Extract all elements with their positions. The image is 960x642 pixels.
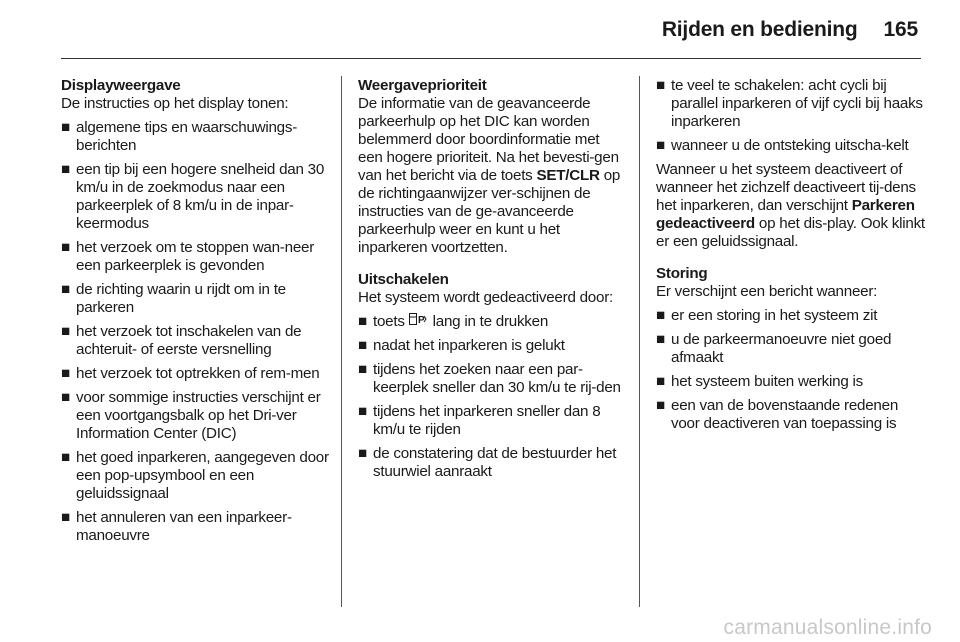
watermark: carmanualsonline.info [723, 616, 932, 639]
key-label-set-clr: SET/CLR [536, 167, 600, 184]
section-heading-storing: Storing [656, 265, 708, 282]
bullet-marker: ■ [61, 365, 70, 382]
list-item: ■ toets P lang in te drukken [358, 313, 549, 330]
bullet-marker: ■ [61, 509, 70, 526]
bullet-marker: ■ [656, 77, 665, 94]
list-item: ■ het goed inparkeren, aangegeven door een pop-upsymbool en een geluidssignaal [61, 449, 329, 502]
bullet-list [656, 77, 930, 155]
list-item: ■ een tip bij een hogere snelheid dan 30 km/u in de zoekmodus naar een parkeerplek of 8 km/u in de inpar-keermodus [61, 161, 325, 232]
list-item: ■ algemene tips en waarschuwings-berichten [61, 119, 298, 154]
list-item: ■ wanneer u de ontsteking uitscha-kelt [656, 137, 909, 154]
section-heading-displayweergave: Displayweergave [61, 77, 181, 94]
bullet-marker: ■ [358, 337, 367, 354]
column-divider-2 [639, 76, 640, 607]
column-3 [656, 77, 930, 433]
section-heading-uitschakelen: Uitschakelen [358, 271, 449, 288]
paragraph: Het systeem wordt gedeactiveerd door: [358, 289, 613, 306]
bullet-marker: ■ [656, 331, 665, 348]
column-divider-1 [341, 76, 342, 607]
bullet-marker: ■ [656, 373, 665, 390]
list-item: ■ een van de bovenstaande redenen voor deactiveren van toepassing is [656, 397, 899, 432]
message-label-parkeren-gedeactiveerd: Parkeren gedeactiveerd [656, 197, 915, 232]
bullet-marker: ■ [61, 119, 70, 136]
paragraph: De instructies op het display tonen: [61, 95, 289, 112]
bullet-marker: ■ [656, 307, 665, 324]
paragraph: De informatie van de geavanceerde parkeerhulp op het DIC kan worden belemmerd door boordinformatie met een hogere prioriteit. Na het bevesti-gen van het bericht via de toets SET/CLR op de richtingaanwijzer ver-schijnen de instructies van de ge-avanceerde parkeerhulp weer en kunt u het inparkeren voortzetten. [358, 95, 621, 256]
column-2 [358, 77, 626, 481]
list-item: ■ het verzoek tot inschakelen van de achteruit- of eerste versnelling [61, 323, 302, 358]
list-item: ■ voor sommige instructies verschijnt er een voortgangsbalk op het Dri-ver Information Center (DIC) [61, 389, 321, 442]
parking-assist-icon [409, 313, 429, 331]
bullet-list [61, 119, 337, 545]
list-item: ■ het verzoek om te stoppen wan-neer een parkeerplek is gevonden [61, 239, 315, 274]
paragraph: Er verschijnt een bericht wanneer: [656, 283, 878, 300]
bullet-marker: ■ [656, 137, 665, 154]
bullet-marker: ■ [358, 313, 367, 330]
list-item: ■ de richting waarin u rijdt om in te parkeren [61, 281, 286, 316]
bullet-list [656, 307, 930, 433]
list-item: ■ de constatering dat de bestuurder het stuurwiel aanraakt [358, 445, 617, 480]
header-rule [61, 58, 921, 59]
bullet-marker: ■ [358, 445, 367, 462]
list-item: ■ nadat het inparkeren is gelukt [358, 337, 565, 354]
list-item: ■ u de parkeermanoeuvre niet goed afmaakt [656, 331, 892, 366]
page-number: 165 [883, 18, 918, 41]
bullet-marker: ■ [61, 323, 70, 340]
column-1 [61, 77, 337, 545]
list-item: ■ tijdens het inparkeren sneller dan 8 km/u te rijden [358, 403, 601, 438]
svg-text:P: P [417, 315, 424, 325]
list-item: ■ het systeem buiten werking is [656, 373, 863, 390]
bullet-marker: ■ [61, 389, 70, 406]
section-heading-weergaveprioriteit: Weergaveprioriteit [358, 77, 487, 94]
bullet-marker: ■ [61, 281, 70, 298]
page-header [662, 18, 918, 42]
list-item: ■ tijdens het zoeken naar een par-keerplek sneller dan 30 km/u te rij-den [358, 361, 621, 396]
bullet-marker: ■ [358, 361, 367, 378]
list-item: ■ het verzoek tot optrekken of rem-men [61, 365, 320, 382]
list-item: ■ er een storing in het systeem zit [656, 307, 878, 324]
bullet-marker: ■ [656, 397, 665, 414]
list-item: ■ het annuleren van een inparkeer-manoeuvre [61, 509, 292, 544]
bullet-marker: ■ [358, 403, 367, 420]
page-title: Rijden en bediening [661, 18, 858, 41]
list-item: ■ te veel te schakelen: acht cycli bij parallel inparkeren of vijf cycli bij haaks inparkeren [656, 77, 923, 130]
bullet-list [358, 313, 626, 481]
bullet-marker: ■ [61, 239, 70, 256]
paragraph: Wanneer u het systeem deactiveert of wanneer het zichzelf deactiveert tij-dens het inparkeren, dan verschijnt Parkeren gedeactiveerd op het dis-play. Ook klinkt er een geluidssignaal. [656, 161, 925, 250]
bullet-marker: ■ [61, 449, 70, 466]
bullet-marker: ■ [61, 161, 70, 178]
